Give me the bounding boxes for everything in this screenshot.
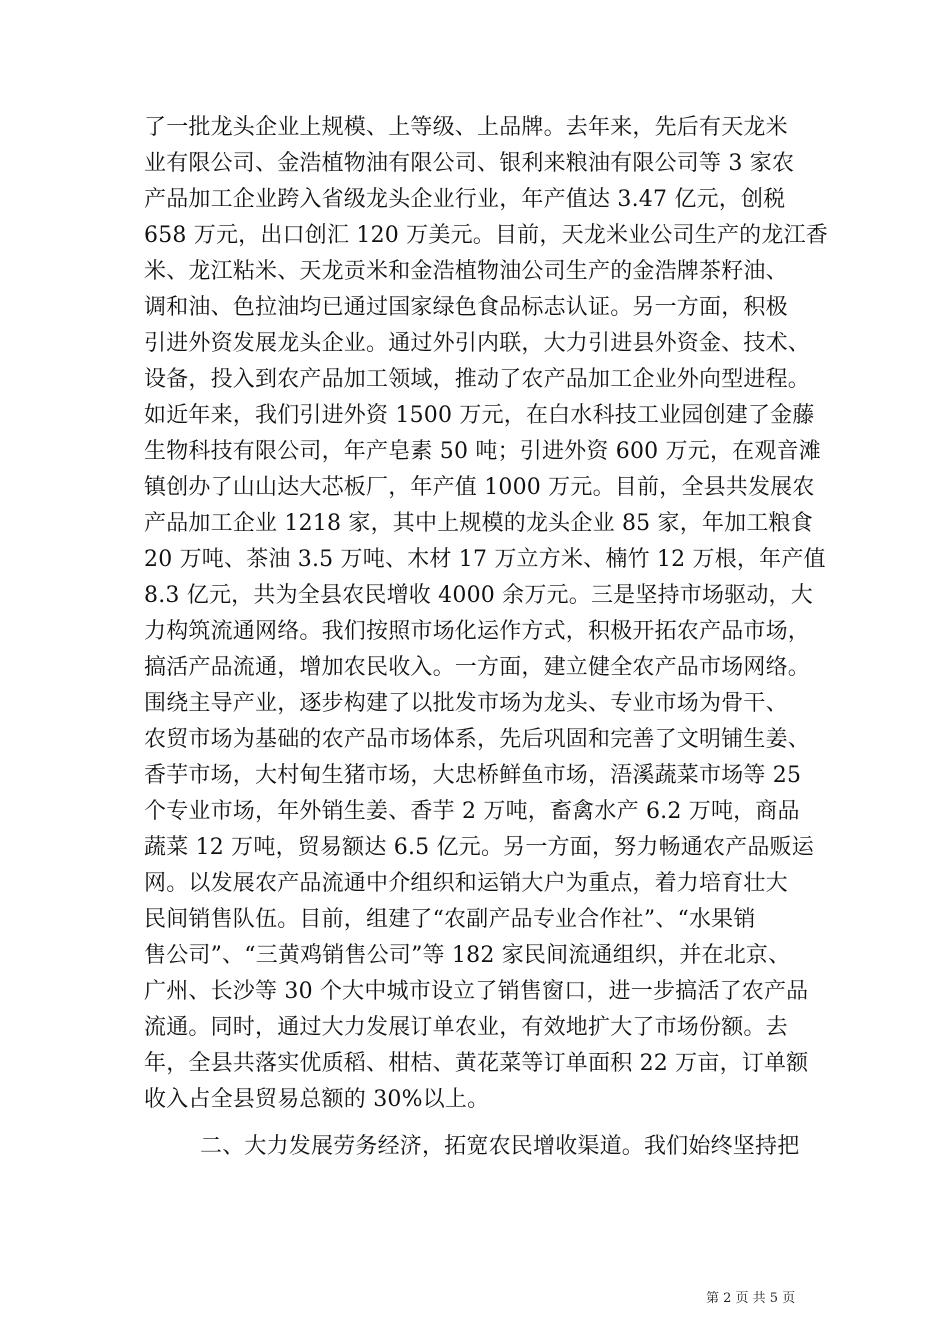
- text-line: 流通。同时，通过大力发展订单农业，有效地扩大了市场份额。去: [144, 1015, 788, 1040]
- text-line: 收入占全县贸易总额的 30%以上。: [144, 1087, 490, 1112]
- text-line: 香芋市场，大村甸生猪市场，大忠桥鲜鱼市场，浯溪蔬菜市场等 25: [144, 763, 802, 788]
- text-line: 个专业市场，年外销生姜、香芋 2 万吨，畜禽水产 6.2 万吨，商品: [144, 799, 800, 824]
- text-line: 20 万吨、茶油 3.5 万吨、木材 17 万立方米、楠竹 12 万根，年产值: [144, 547, 826, 572]
- text-line: 售公司”、“三黄鸡销售公司”等 182 家民间流通组织，并在北京、: [144, 943, 791, 968]
- text-line: 产品加工企业 1218 家，其中上规模的龙头企业 85 家，年加工粮食: [144, 511, 813, 536]
- text-line: 如近年来，我们引进外资 1500 万元，在白水科技工业园创建了金藤: [144, 403, 815, 428]
- text-line: 网。以发展农产品流通中介组织和运销大户为重点，着力培育壮大: [144, 871, 788, 896]
- text-line: 民间销售队伍。目前，组建了“农副产品专业合作社”、“水果销: [144, 907, 756, 932]
- text-line: 围绕主导产业，逐步构建了以批发市场为龙头、专业市场为骨干、: [144, 691, 788, 716]
- page-number: 第 2 页 共 5 页: [706, 1291, 796, 1306]
- text-line: 658 万元，出口创汇 120 万美元。目前，天龙米业公司生产的龙江香: [144, 223, 828, 248]
- text-line: 产品加工企业跨入省级龙头企业行业，年产值达 3.47 亿元，创税: [144, 187, 786, 212]
- text-line: 了一批龙头企业上规模、上等级、上品牌。去年来，先后有天龙米: [144, 115, 788, 140]
- text-line: 8.3 亿元，共为全县农民增收 4000 余万元。三是坚持市场驱动，大: [144, 583, 813, 608]
- text-line: 搞活产品流通，增加农民收入。一方面，建立健全农产品市场网络。: [144, 655, 811, 680]
- text-line: 镇创办了山山达大芯板厂，年产值 1000 万元。目前，全县共发展农: [144, 475, 815, 500]
- text-line: 力构筑流通网络。我们按照市场化运作方式，积极开拓农产品市场，: [144, 619, 811, 644]
- text-line: 设备，投入到农产品加工领域，推动了农产品加工企业外向型进程。: [144, 367, 811, 392]
- text-line: 米、龙江粘米、天龙贡米和金浩植物油公司生产的金浩牌茶籽油、: [144, 259, 788, 284]
- text-line: 年，全县共落实优质稻、柑桔、黄花菜等订单面积 22 万亩，订单额: [144, 1051, 809, 1076]
- text-line: 调和油、色拉油均已通过国家绿色食品标志认证。另一方面，积极: [144, 295, 788, 320]
- text-line: 业有限公司、金浩植物油有限公司、银利来粮油有限公司等 3 家农: [144, 151, 795, 176]
- text-line: 蔬菜 12 万吨，贸易额达 6.5 亿元。另一方面，努力畅通农产品贩运: [144, 835, 814, 860]
- text-line: 引进外资发展龙头企业。通过外引内联，大力引进县外资金、技术、: [144, 331, 811, 356]
- section-heading-line: 二、大力发展劳务经济，拓宽农民增收渠道。我们始终坚持把: [200, 1134, 800, 1159]
- text-line: 广州、长沙等 30 个大中城市设立了销售窗口，进一步搞活了农产品: [144, 979, 809, 1004]
- text-line: 农贸市场为基础的农产品市场体系，先后巩固和完善了文明铺生姜、: [144, 727, 811, 752]
- text-line: 生物科技有限公司，年产皂素 50 吨；引进外资 600 万元，在观音滩: [144, 439, 821, 464]
